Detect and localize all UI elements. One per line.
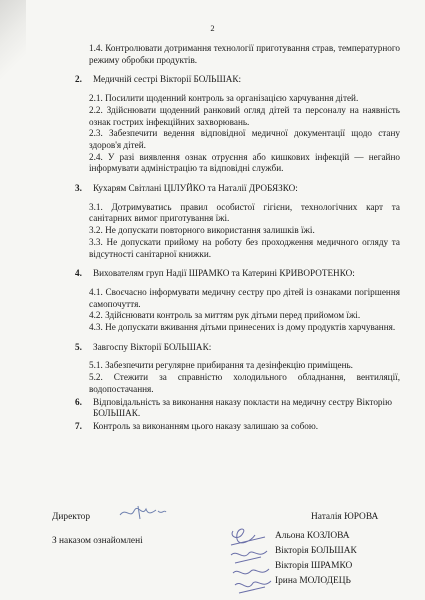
order-item — [75, 397, 400, 420]
order-items — [75, 74, 400, 432]
order-item — [75, 342, 400, 396]
subitem-list — [89, 360, 400, 395]
subitem: 5.2. Стежити за справністю холодильного обладнання, вентиляції, водопостачання. — [89, 372, 400, 394]
item-title: Завгоспу Вікторії БОЛЬШАК: — [93, 341, 212, 352]
item-title: Вихователям груп Надії ШРАМКО та Катерині КРИВОРОТЕНКО: — [93, 268, 355, 279]
subitem: 2.3. Забезпечити ведення відповідної медичної документації щодо стану здоров'я дітей. — [89, 128, 400, 150]
order-item — [75, 74, 400, 175]
director-name: Наталія ЮРОВА — [311, 512, 379, 522]
item-number: 4. — [75, 268, 82, 279]
subitem-list — [89, 202, 400, 261]
order-item-heading — [75, 397, 400, 420]
order-item — [75, 183, 400, 260]
order-item-heading — [75, 421, 400, 433]
item-title: Медичній сестрі Вікторії БОЛЬШАК: — [93, 74, 242, 85]
item-title: Відповідальність за виконання наказу покласти на медичну сестру Вікторію БОЛЬШАК. — [93, 396, 392, 419]
page-fold-shadow — [0, 0, 26, 90]
acquainted-label: З наказом ознайомлені — [52, 536, 143, 546]
order-item-heading — [75, 268, 400, 280]
page-number: 2 — [210, 23, 215, 33]
item-number: 6. — [75, 396, 82, 407]
order-item-heading — [75, 342, 400, 354]
director-signature — [118, 503, 168, 523]
order-content — [75, 43, 400, 433]
subitem: 3.3. Не допускати прийому на роботу без проходження медичного огляду та відсутності санітарної книжки. — [89, 236, 400, 259]
order-item — [75, 268, 400, 334]
acquainted-name: Ірина МОЛОДЕЦЬ — [275, 576, 351, 586]
intro-item: 1.4. Контролювати дотримання технології приготування страв, температурного режиму обробки продуктів. — [89, 43, 400, 65]
acquainted-name: Вікторія ШРАМКО — [275, 561, 353, 571]
item-title: Кухарям Світлані ЦІЛУЙКО та Наталії ДРОБЯЗКО: — [93, 183, 298, 194]
subitem: 2.2. Здійснювати щоденний ранковий огляд дітей та персоналу на наявність ознак гострих інфекційних захворювань. — [89, 104, 400, 127]
order-item-heading — [75, 183, 400, 195]
item-title: Контроль за виконанням цього наказу залишаю за собою. — [93, 420, 319, 431]
subitem-list — [89, 93, 400, 175]
subitem: 3.1. Дотримуватись правил особистої гігієни, технологічних карт та санітарних вимог приготування їжі. — [89, 201, 400, 224]
order-item — [75, 421, 400, 433]
director-label: Директор — [52, 512, 91, 522]
subitem: 5.1. Забезпечити регулярне прибирання та дезінфекцію приміщень. — [89, 360, 353, 371]
subitem-list — [89, 287, 400, 334]
subitem: 4.1. Своєчасно інформувати медичну сестру про дітей із ознаками погіршення самопочуття. — [89, 286, 400, 309]
subitem: 3.2. Не допускати повторного використання залишків їжі. — [89, 225, 315, 236]
item-number: 5. — [75, 341, 82, 352]
item-number: 7. — [75, 420, 82, 431]
acquainted-name: Альона КОЗЛОВА — [275, 531, 350, 541]
item-number: 3. — [75, 183, 82, 194]
order-item-heading — [75, 74, 400, 86]
item-number: 2. — [75, 74, 82, 85]
subitem: 2.1. Посилити щоденний контроль за організацією харчування дітей. — [89, 93, 359, 104]
subitem: 4.3. Не допускати вживання дітьми принесених із дому продуктів харчування. — [89, 322, 396, 333]
subitem: 2.4. У разі виявлення ознак отруєння або кишкових інфекцій — негайно інформувати адміністрацію та відповідні служби. — [89, 151, 400, 174]
acquainted-signatures — [225, 523, 280, 598]
acquainted-name: Вікторія БОЛЬШАК — [275, 546, 357, 556]
subitem: 4.2. Здійснювати контроль за миттям рук дітьми перед прийомом їжі. — [89, 310, 361, 321]
